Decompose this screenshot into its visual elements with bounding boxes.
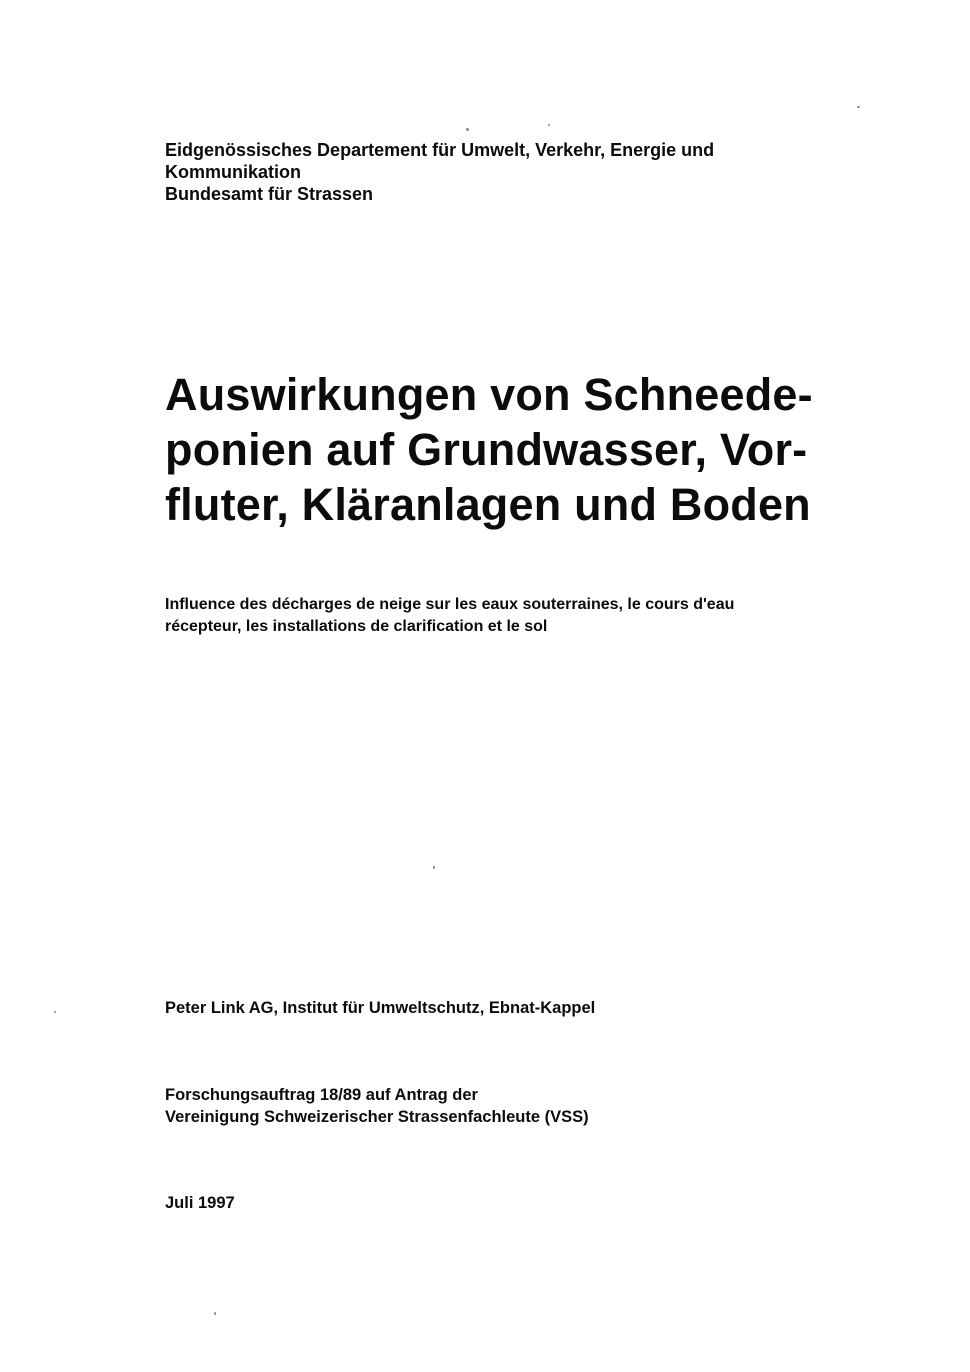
author-institution: Peter Link AG, Institut für Umweltschutz, Ebnat-Kappel (165, 999, 596, 1017)
issuer-line-3: Bundesamt für Strassen (165, 184, 374, 204)
research-commission (165, 1084, 589, 1128)
publication-date: Juli 1997 (165, 1194, 235, 1212)
scan-speck (54, 1011, 56, 1013)
commission-line-1: Forschungsauftrag 18/89 auf Antrag der (165, 1086, 478, 1104)
document-title (165, 367, 813, 532)
issuer-line-2: Kommunikation (165, 162, 302, 182)
scan-speck (548, 124, 550, 126)
issuing-authority (165, 139, 714, 205)
scan-speck (466, 128, 469, 131)
title-line-2: ponien auf Grundwasser, Vor- (165, 424, 808, 475)
subtitle-line-2: récepteur, les installations de clarification et le sol (165, 618, 548, 635)
subtitle-line-1: Influence des décharges de neige sur les eaux souterraines, le cours d'eau (165, 596, 735, 613)
title-line-3: fluter, Kläranlagen und Boden (165, 479, 811, 530)
commission-line-2: Vereinigung Schweizerischer Strassenfachleute (VSS) (165, 1108, 589, 1126)
french-subtitle (165, 594, 734, 638)
scan-speck (857, 106, 860, 108)
title-line-1: Auswirkungen von Schneede- (165, 369, 813, 420)
scan-speck (214, 1312, 216, 1315)
scan-speck (433, 866, 435, 869)
issuer-line-1: Eidgenössisches Departement für Umwelt, Verkehr, Energie und (165, 140, 715, 160)
